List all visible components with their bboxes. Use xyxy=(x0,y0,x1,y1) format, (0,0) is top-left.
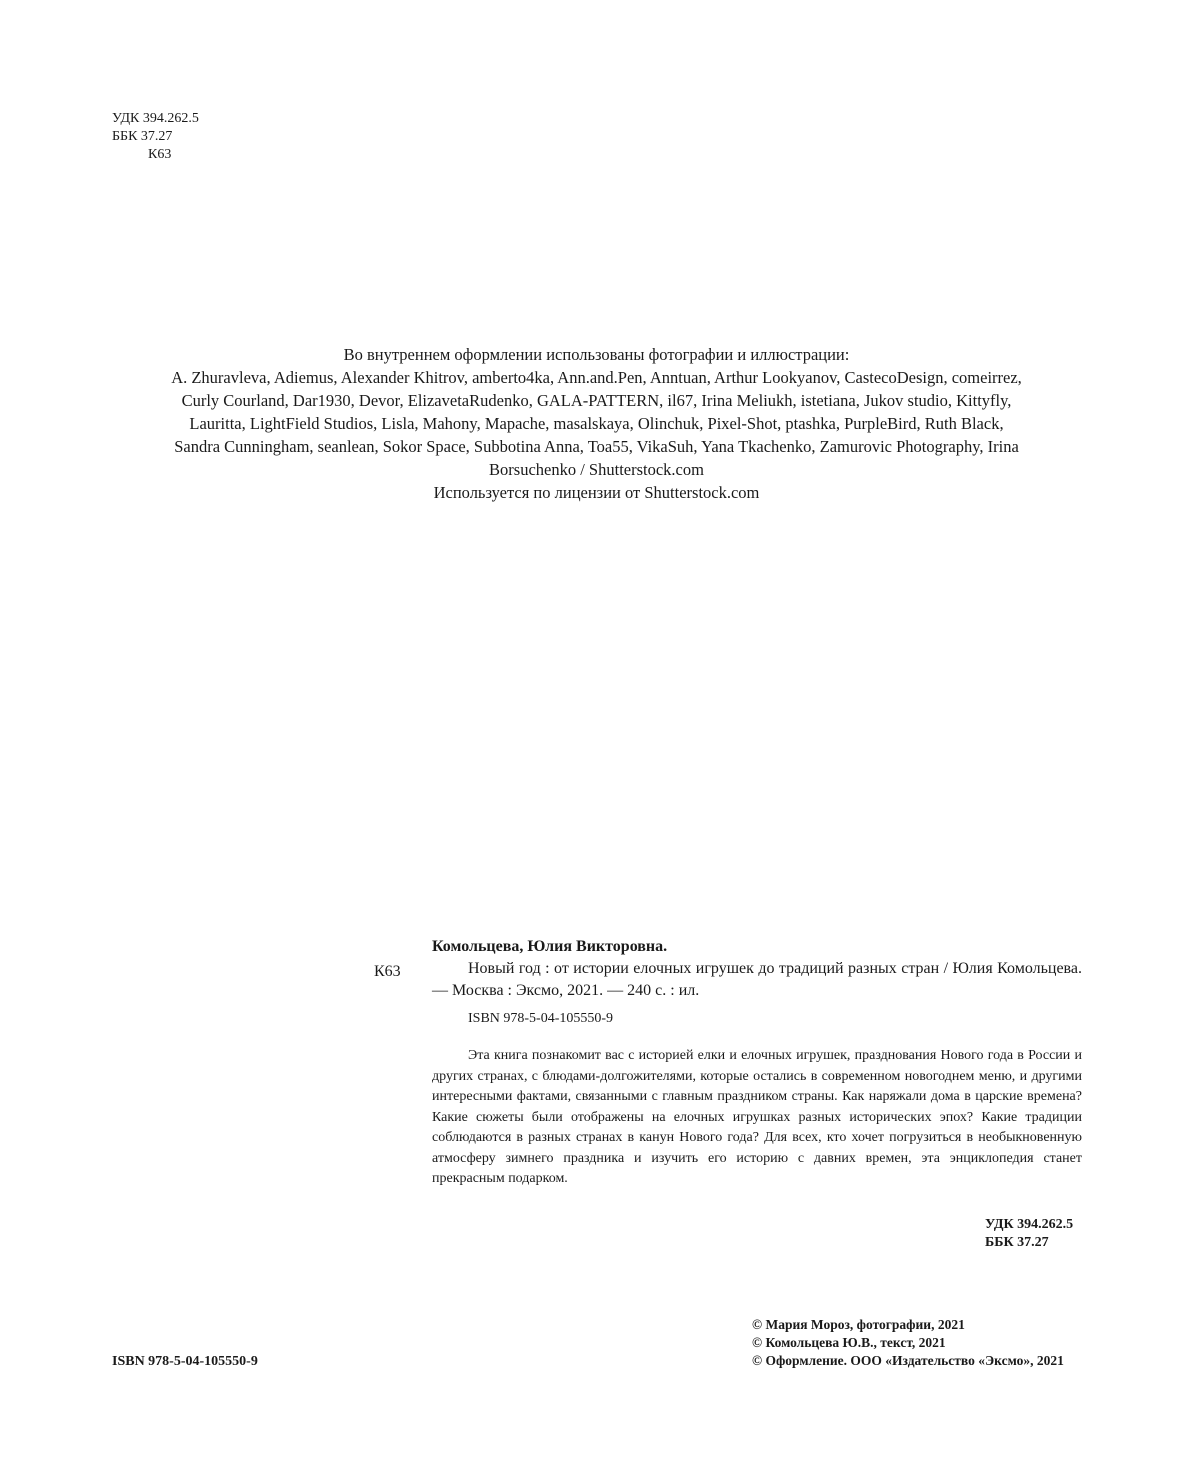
header-classification-codes xyxy=(112,110,199,164)
catalog-bibliographic-record: Новый год : от истории елочных игрушек до традиций разных стран / Юлия Комольцева. — Москва : Эксмо, 2021. — 240 с. : ил. xyxy=(432,960,1082,999)
footer-isbn: ISBN 978-5-04-105550-9 xyxy=(112,1354,258,1369)
catalog-bbk: ББК 37.27 xyxy=(985,1235,1049,1250)
catalog-isbn: ISBN 978-5-04-105550-9 xyxy=(468,1011,614,1026)
credits-intro: Во внутреннем оформлении использованы фотографии и иллюстрации: xyxy=(343,345,850,364)
copyright-block xyxy=(752,1316,1064,1370)
credits-line: Lauritta, LightField Studios, Lisla, Mahony, Mapache, masalskaya, Olinchuk, Pixel-Shot, ptashka, PurpleBird, Ruth Black, xyxy=(189,414,1004,433)
credits-line: A. Zhuravleva, Adiemus, Alexander Khitrov, amberto4ka, Ann.and.Pen, Anntuan, Arthur Lookyanov, CastecoDesign, comeirrez, xyxy=(171,368,1022,387)
credits-line: Borsuchenko / Shutterstock.com xyxy=(489,460,704,479)
header-author-mark: К63 xyxy=(148,147,172,162)
header-udk: УДК 394.262.5 xyxy=(112,111,199,126)
copyright-line: © Оформление. ООО «Издательство «Эксмо», 2021 xyxy=(752,1353,1064,1368)
credits-line: Sandra Cunningham, seanlean, Sokor Space, Subbotina Anna, Toa55, VikaSuh, Yana Tkachenko, Zamurovic Photography, Irina xyxy=(174,437,1019,456)
copyright-line: © Мария Мороз, фотографии, 2021 xyxy=(752,1317,965,1332)
catalog-author: Комольцева, Юлия Викторовна. xyxy=(432,938,668,955)
catalog-annotation: Эта книга познакомит вас с историей елки и елочных игрушек, празднования Нового года в России и других странах, с блюдами-долгожителями, которые остались в современном новогоднем меню, и другими интересными фактами, связанными с главным праздником страны. Как наряжали дома в царские времена? Какие сюжеты были отображены на елочных игрушках разных исторических эпох? Какие традиции соблюдаются в разных странах в канун Нового года? Для всех, кто хочет погрузиться в необыкновенную атмосферу зимнего праздника и изучить его историю с давних времен, эта энциклопедия станет прекрасным подарком. xyxy=(432,1048,1082,1186)
copyright-line: © Комольцева Ю.В., текст, 2021 xyxy=(752,1335,946,1350)
header-bbk: ББК 37.27 xyxy=(112,129,173,144)
catalog-card-code: К63 xyxy=(374,963,401,980)
image-credits xyxy=(100,343,1093,504)
credits-line: Curly Courland, Dar1930, Devor, ElizavetaRudenko, GALA-PATTERN, il67, Irina Meliukh, istetiana, Jukov studio, Kittyfly, xyxy=(181,391,1012,410)
catalog-classification-codes xyxy=(985,1216,1073,1252)
catalog-udk: УДК 394.262.5 xyxy=(985,1217,1074,1232)
catalog-card xyxy=(432,936,1082,1190)
credits-license: Используется по лицензии от Shutterstock.com xyxy=(433,483,760,502)
